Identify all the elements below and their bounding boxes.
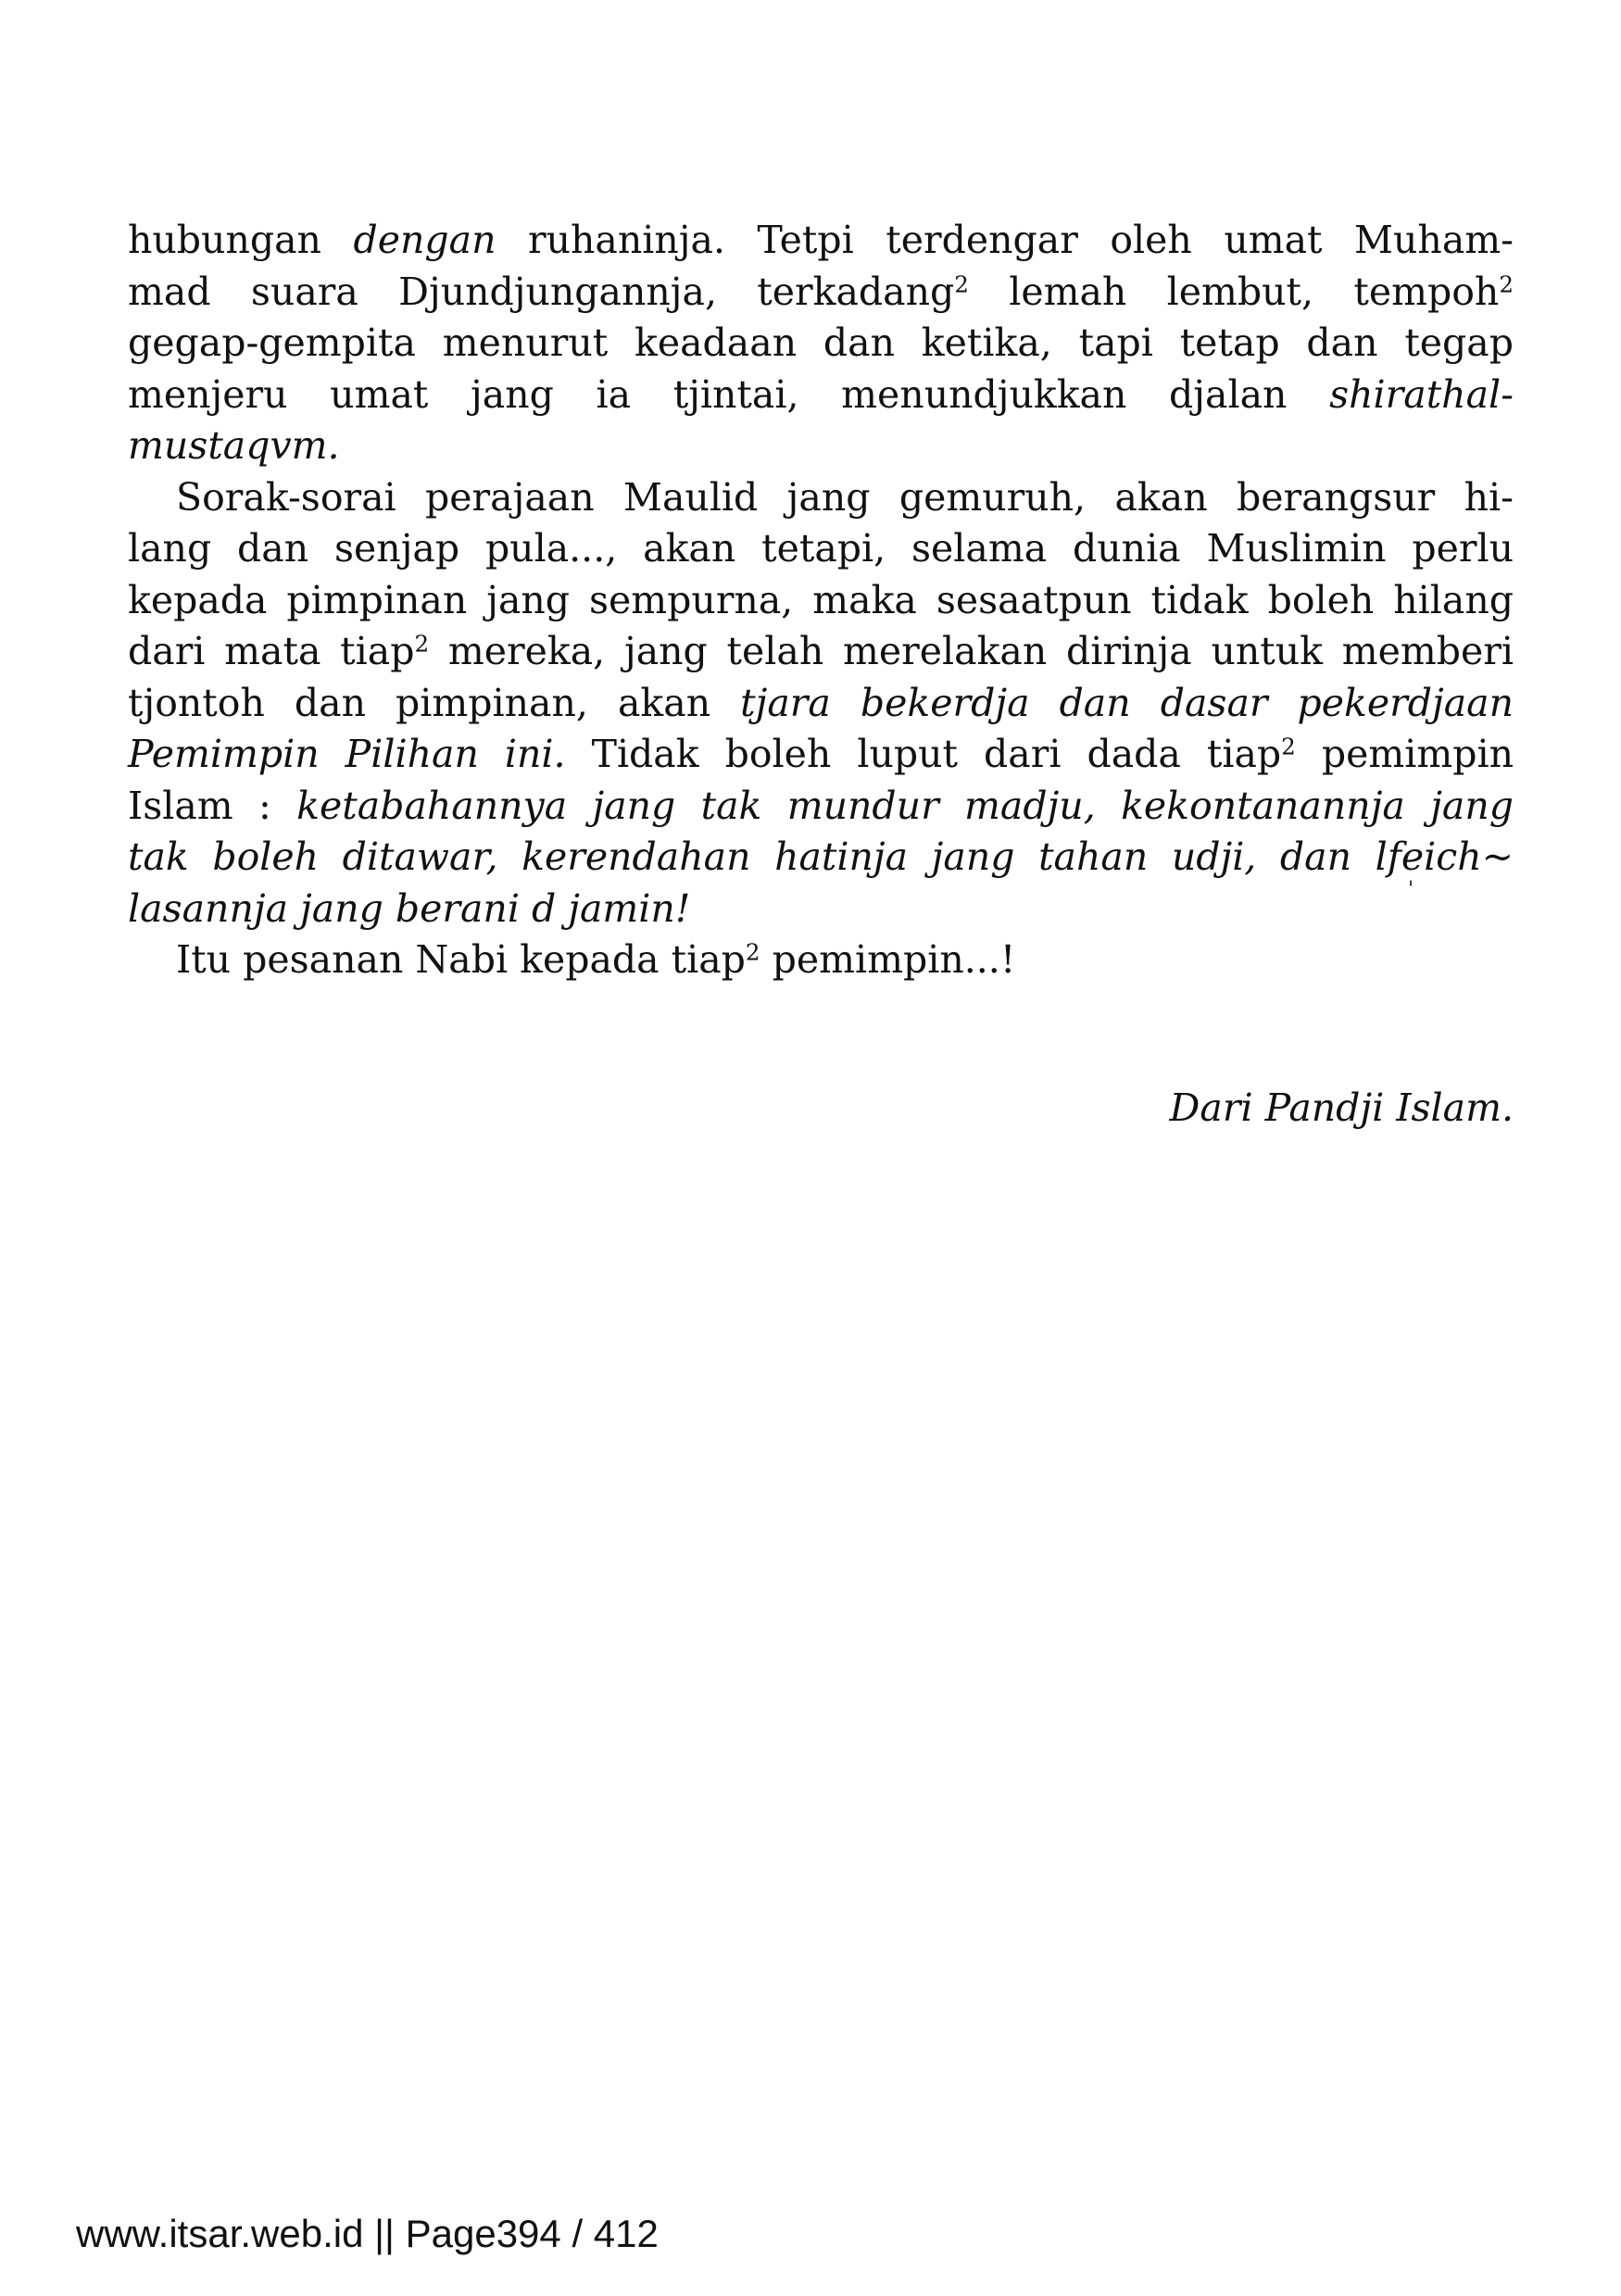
text-line (128, 420, 1514, 472)
text-line (128, 267, 1514, 319)
italic-run: shirathal- (1329, 371, 1514, 417)
text-run: hubungan (128, 218, 354, 262)
text-line: kepada pimpinan jang sempurna, maka sesaatpun tidak boleh hilang (128, 577, 1514, 622)
text-run: mereka, jang telah merelakan dirinja untuk memberi (429, 629, 1514, 673)
text-line (128, 215, 1514, 267)
text-run: menjeru umat jang ia tjintai, menundjukkan djalan (128, 371, 1330, 417)
attribution: Dari Pandji Islam. (1169, 1085, 1514, 1130)
superscript: 2 (1499, 270, 1514, 297)
italic-run: tak boleh ditawar, kerendahan hatinja jang tahan udji, dan lfeich~ (128, 834, 1514, 879)
text-line (128, 729, 1514, 781)
text-run: Itu pesanan Nabi kepada tiap (176, 937, 746, 982)
superscript: 2 (745, 938, 760, 966)
text-line: lang dan senjap pula..., akan tetapi, selama dunia Muslimin perlu (128, 526, 1514, 571)
text-line (128, 370, 1514, 421)
paragraph-3 (128, 935, 1514, 986)
text-run: ruhaninja. Tetpi terdengar oleh umat Muham- (496, 218, 1514, 262)
text-line (128, 626, 1514, 678)
text-run: lemah lembut, tempoh (968, 269, 1500, 314)
text-run: Tidak boleh luput dari dada tiap (565, 732, 1282, 776)
text-line (128, 935, 1514, 986)
superscript: 2 (1281, 733, 1296, 760)
superscript: 2 (414, 630, 430, 658)
italic-run: lasannja jang berani d jamin! (128, 885, 691, 931)
italic-run: tjara bekerdja dan dasar pekerdjaan (740, 680, 1514, 725)
text-run: pemimpin (1295, 732, 1514, 776)
text-line: gegap-gempita menurut keadaan dan ketika, tapi tetap dan tegap (128, 320, 1514, 365)
text-run: dari mata tiap (128, 629, 415, 673)
italic-run: Pemimpin Pilihan ini. (128, 732, 566, 776)
stray-mark: ' (1408, 878, 1414, 901)
page-footer: www.itsar.web.id || Page394 / 412 (76, 2212, 659, 2255)
text-run: Islam : (128, 783, 297, 828)
text-line (128, 884, 1514, 935)
text-line (128, 832, 1514, 884)
text-run: mad suara Djundjungannja, terkadang (128, 269, 955, 314)
text-run: tjontoh dan pimpinan, akan (128, 680, 741, 725)
superscript: 2 (954, 270, 969, 297)
text-line (128, 781, 1514, 833)
paragraph-2 (128, 472, 1514, 935)
paragraph-1 (128, 215, 1514, 472)
text-line: Sorak-sorai perajaan Maulid jang gemuruh, akan berangsur hi- (176, 474, 1514, 520)
text-line (128, 678, 1514, 730)
italic-run: ketabahannya jang tak mundur madju, kekontanannja jang (296, 783, 1514, 828)
text-run: pemimpin...! (760, 937, 1016, 982)
italic-run: mustaqvm. (128, 423, 340, 468)
italic-run: dengan (353, 218, 496, 262)
body-text (128, 215, 1514, 986)
